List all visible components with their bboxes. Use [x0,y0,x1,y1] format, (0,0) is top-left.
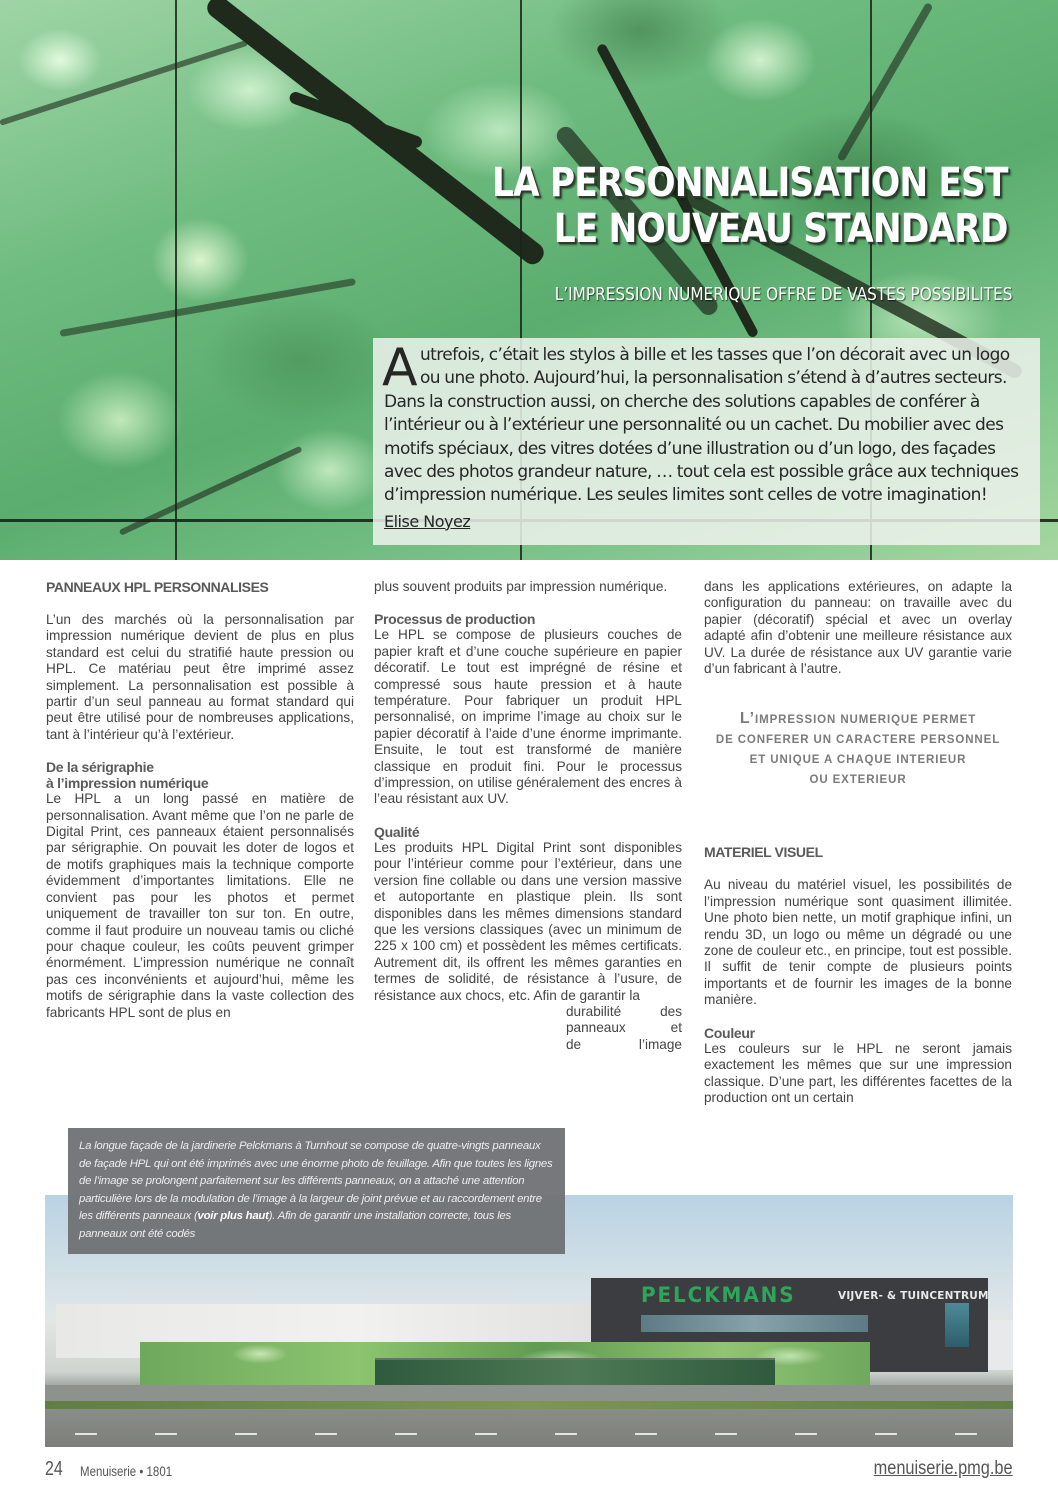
tree-branch [288,90,424,149]
article-subtitle: L’IMPRESSION NUMERIQUE OFFRE DE VASTES POSSIBILITES [554,284,1012,305]
hedge [45,1401,1013,1409]
tree-branch [0,40,248,126]
website-link[interactable]: menuiserie.pmg.be [874,1458,1013,1479]
intro-box [373,338,1040,545]
tree-branch [837,2,934,162]
hero-image [0,0,1058,560]
photo-caption [68,1128,565,1254]
building-glass-strip [641,1315,868,1332]
author-name: Elise Noyez [384,511,471,531]
body-paragraph: Les produits HPL Digital Print sont disponibles pour l’intérieur comme pour l’extérieur, dans une version fine collable ou dans une version massive et autoportante en plastique plein. Ils sont disponibles dans les mêmes dimensions standard que les versions classiques (avec un minimum de 225 x 100 cm) et possèdent les mêmes certificats. Autrement dit, ils offrent les mêmes garanties en termes de solidité, de résistance à l’usure, de résistance aux chocs, etc. Afin de garantir la [374,839,682,1003]
body-paragraph: dans les applications extérieures, on adapte la configuration du panneau: on travaille avec du papier (décoratif) spécial et avec un overlay adapté afin d’obtenir une meilleure résistance aux UV. La durée de résistance aux UV garantie varie d’un fabricant à l’autre. [704,579,1012,677]
tree-branch [59,278,356,337]
body-paragraph: plus souvent produits par impression numérique. [374,579,668,594]
building-annex [988,1320,1013,1370]
store-sign-subtitle: VIJVER- & TUINCENTRUM [838,1290,989,1302]
panel-joint-line [175,0,177,560]
body-text-line: panneaux et [566,1020,682,1036]
building-window [945,1303,969,1347]
title-line-1: LA PERSONNALISATION EST [492,160,1008,206]
road-marking [795,1433,817,1435]
title-line-2: LE NOUVEAU STANDARD [554,206,1008,252]
section-heading: MATERIEL VISUEL [704,844,823,861]
body-paragraph: Le HPL a un long passé en matière de personnalisation. Avant même que l’on ne parle de Digital Print, ces panneaux étaient personnalisés par sérigraphie. On pouvait les doter de logos et de motifs graphiques mais la technique comporte évidemment d’importantes limitations. Elle ne convient pas pour les photos et permet uniquement de travailler ton sur ton. En outre, comme il faut produire un nouveau tamis ou cliché pour chaque couleur, les coûts peuvent grimper énormément. L’impression numérique ne connaît pas ces inconvénients et aujourd’hui, même les motifs de sérigraphie dans la vaste collection des fabricants HPL sont de plus en [46,791,354,1020]
road-marking [155,1433,177,1435]
column-3 [704,579,1012,1106]
tree-branch [119,446,303,536]
subheading-line: à l’impression numérique [46,775,209,792]
road-marking [475,1433,497,1435]
road-marking [635,1433,657,1435]
page-number: 24 [45,1458,63,1480]
section-heading: PANNEAUX HPL PERSONNALISES [46,579,269,595]
pull-quote [704,709,1012,790]
road-marking [315,1433,337,1435]
road [45,1409,1013,1447]
subheading: Processus de production [374,611,536,628]
drop-cap: A [382,338,417,398]
road-marking [555,1433,577,1435]
intro-paragraph [382,338,1030,508]
subheading: Couleur [704,1024,755,1041]
caption-bold-reference: voir plus haut [197,1210,269,1223]
pull-quote-line: DE CONFERER UN CARACTERE PERSONNEL [715,734,1001,747]
road-marking [75,1433,97,1435]
pavement [45,1385,1013,1401]
body-paragraph: Au niveau du matériel visuel, les possibilités de l’impression numérique sont quasiment illimitée. Une photo bien nette, un motif graphique infini, un rendu 3D, un logo ou même un dégradé ou une zone de couleur etc., en principe, tout est possible. Il suffit de tenir compte de plusieurs points importants et de fournir les images de la bonne manière. [704,877,1012,1008]
pull-quote-line: OU EXTERIEUR [809,774,907,787]
subheading: Qualité [374,823,420,840]
road-marking [875,1433,897,1435]
subheading [46,759,354,791]
publication-issue: Menuiserie • 1801 [80,1463,173,1479]
body-paragraph: Les couleurs sur le HPL ne seront jamais exactement les mêmes que sur une impression classique. D’une part, les différentes facettes de la production ont un certain [704,1040,1012,1105]
body-paragraph: L’un des marchés où la personnalisation par impression numérique devient de plus en plus standard est celui du stratifié haute pression ou HPL. Ce matériau peut être imprimé assez simplement. La personnalisation est possible à partir d’un seul panneau au format standard qui peut être utilisé pour de nombreuses applications, tant à l’intérieur qu’à l’extérieur. [46,612,354,742]
caption-text: ). Afin de garantir une installation correcte, tous les panneaux ont été codés [79,1210,511,1240]
road-marking [955,1433,977,1435]
pull-quote-line: IMPRESSION NUMERIQUE PERMET [755,714,977,727]
store-sign-brand: PELCKMANS [641,1283,796,1307]
article-title [492,160,1008,252]
body-paragraph: Le HPL se compose de plusieurs couches de papier kraft et d’une couche supérieure en papier décoratif. Le tout est imprégné de résine et compressé sous haute pression et à haute température. Pour fabriquer un produit HPL personnalisé, on imprime l’image au choix sur le papier décoratif à l’aide d’une énorme imprimante. Ensuite, le tout est transformé de manière classique en produit fini. Pour le processus d’impression, on utilise généralement des encres à l’eau résistant aux UV. [374,627,682,807]
column-2 [374,579,682,1053]
pull-quote-line: ET UNIQUE A CHAQUE INTERIEUR [749,754,967,767]
caption-text: La longue façade de la jardinerie Pelckmans à Turnhout se compose de quatre-vingts panneaux de façade HPL qui ont été imprimés avec une énorme photo de feuillage. Afin que toutes les lignes de l’image se prolongent parfaitement sur les différents panneaux, on a attaché une attention particulière lors de la modulation de l’image à la largeur de joint prévue et au raccordement entre les différents panneaux ( [79,1140,553,1223]
pull-quote-initial: L’ [739,710,756,728]
body-text-line: de l’image [566,1036,682,1052]
body-text-line: durabilité des [566,1003,682,1019]
subheading-line: De la sérigraphie [46,759,154,776]
road-marking [395,1433,417,1435]
road-marking [235,1433,257,1435]
intro-text: utrefois, c’était les stylos à bille et les tasses que l’on décorait avec un logo ou une photo. Aujourd’hui, la personnalisation s’étend à d’autres secteurs. Dans la construction aussi, on cherche des solutions capables de conférer à l’intérieur ou à l’extérieur une personnalité ou un cachet. Du mobilier avec des motifs spéciaux, des vitres dotées d’une illustration ou d’un logo, des façades avec des photos grandeur nature, … tout cela est possible grâce aux techniques d’impression numérique. Les seules limites sont celles de votre imagination! [384,345,1019,506]
road-marking [715,1433,737,1435]
column-1 [46,579,354,1021]
shop-front-glass [375,1358,775,1386]
